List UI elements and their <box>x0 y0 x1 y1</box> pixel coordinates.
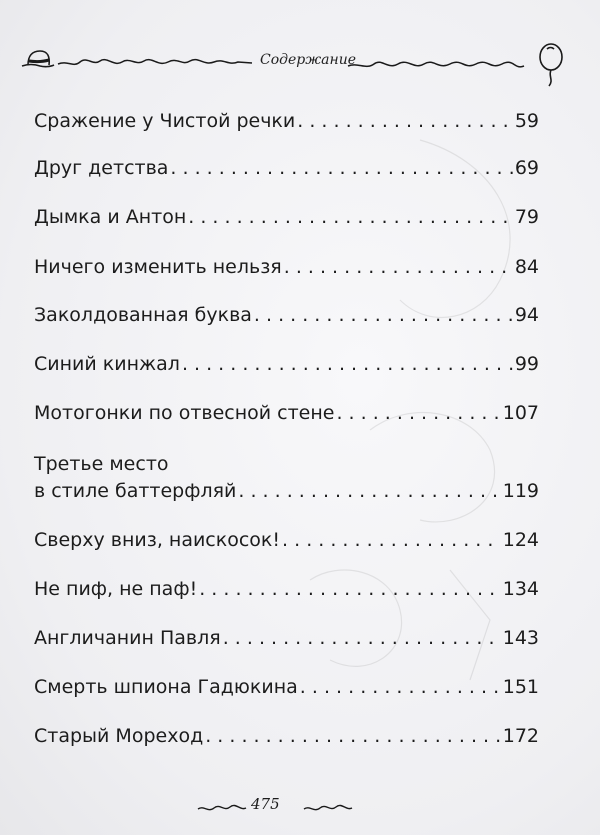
toc-entry <box>34 157 539 180</box>
dot-leader <box>284 256 513 279</box>
entry-title: Заколдованная буква <box>34 304 252 326</box>
entry-title: Ничего изменить нельзя <box>34 256 282 278</box>
toc-entry <box>34 256 539 279</box>
entry-page: 59 <box>514 110 539 132</box>
dot-leader <box>282 529 501 552</box>
dot-leader <box>254 304 513 327</box>
toc-entry <box>34 206 539 229</box>
entry-page: 172 <box>502 725 539 747</box>
page-footer <box>196 795 356 819</box>
entry-title: Сверху вниз, наискосок! <box>34 529 281 551</box>
entry-title: Смерть шпиона Гадюкина <box>34 676 298 698</box>
toc-header <box>18 42 583 90</box>
toc-entry <box>34 402 539 425</box>
toc-entry <box>34 529 539 552</box>
balloon-icon <box>540 44 562 86</box>
dot-leader <box>170 157 512 180</box>
dot-leader <box>188 206 513 229</box>
dot-leader <box>199 578 501 601</box>
entry-page: 119 <box>502 480 539 502</box>
toc-title: Содержание <box>260 52 357 68</box>
entry-page: 134 <box>502 578 539 600</box>
entry-title: Англичанин Павля <box>34 627 221 649</box>
entry-title-line1: Третье место <box>34 453 169 475</box>
dot-leader <box>205 725 501 748</box>
hat-icon <box>22 51 54 67</box>
dot-leader <box>300 676 501 699</box>
entry-title: Синий кинжал <box>34 353 180 375</box>
dot-leader <box>238 480 500 503</box>
bleed-through-illustration <box>250 100 570 700</box>
entry-page: 79 <box>514 206 539 228</box>
toc-entry-multiline <box>34 453 539 503</box>
entry-title-line2: в стиле баттерфляй <box>34 480 237 502</box>
toc-entry <box>34 627 539 650</box>
entry-page: 143 <box>502 627 539 649</box>
page-number: 475 <box>251 795 280 813</box>
toc-entry <box>34 676 539 699</box>
dot-leader <box>223 627 501 650</box>
toc-entry <box>34 353 539 376</box>
entry-page: 94 <box>514 304 539 326</box>
toc-entry-line2 <box>34 480 539 503</box>
dot-leader <box>297 110 513 133</box>
entry-title: Старый Мореход <box>34 725 204 747</box>
toc-entry <box>34 110 539 133</box>
dot-leader <box>182 353 513 376</box>
toc-entry <box>34 304 539 327</box>
entry-title: Сражение у Чистой речки <box>34 110 296 132</box>
entry-title: Дымка и Антон <box>34 206 187 228</box>
entry-page: 124 <box>502 529 539 551</box>
entry-page: 151 <box>502 676 539 698</box>
entry-title: Не пиф, не паф! <box>34 578 198 600</box>
toc-entry <box>34 578 539 601</box>
entry-page: 107 <box>502 402 539 424</box>
entry-page: 69 <box>514 157 539 179</box>
entry-title: Друг детства <box>34 157 169 179</box>
entry-page: 99 <box>514 353 539 375</box>
entry-page: 84 <box>514 256 539 278</box>
entry-title: Мотогонки по отвесной стене <box>34 402 335 424</box>
dot-leader <box>336 402 500 425</box>
toc-entry <box>34 725 539 748</box>
